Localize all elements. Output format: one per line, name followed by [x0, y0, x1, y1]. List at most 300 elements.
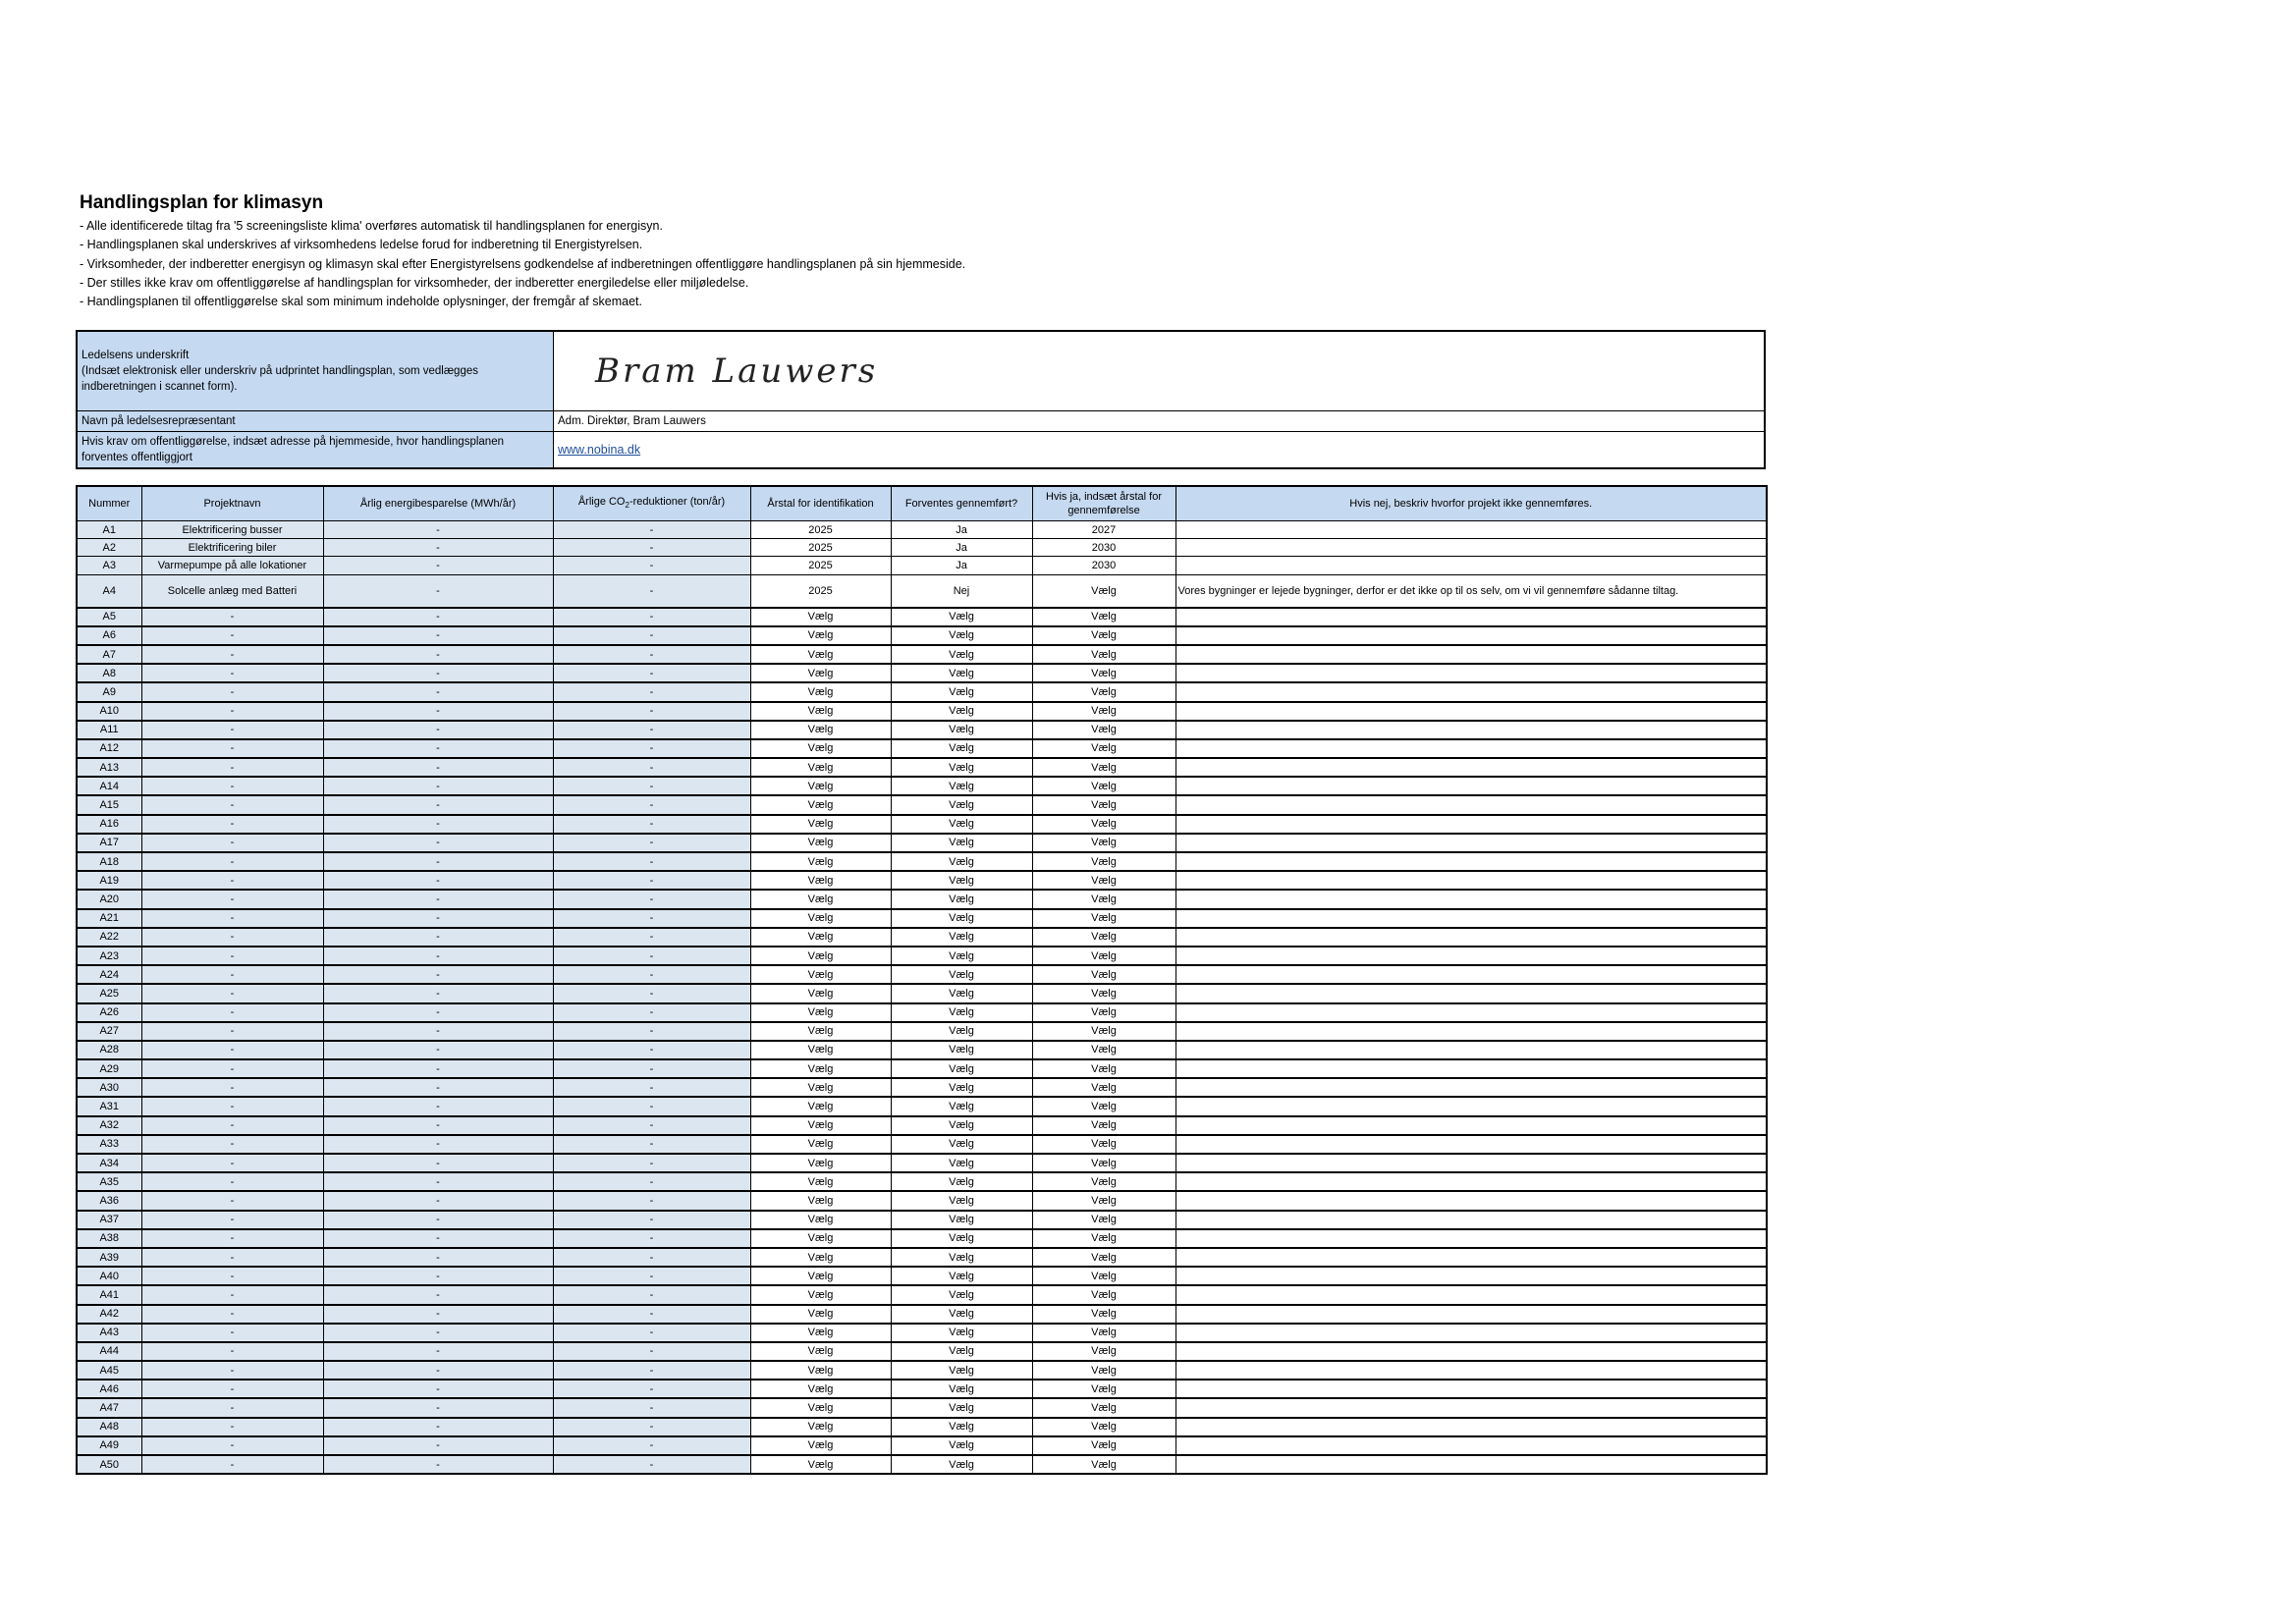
- co2-reduction[interactable]: -: [553, 1097, 750, 1115]
- year-select[interactable]: Vælg: [750, 1229, 891, 1248]
- completion-year-select[interactable]: Vælg: [1032, 1361, 1175, 1380]
- reason-field[interactable]: [1175, 871, 1767, 890]
- co2-reduction[interactable]: -: [553, 815, 750, 834]
- energy-saving[interactable]: -: [323, 739, 553, 758]
- energy-saving[interactable]: -: [323, 1191, 553, 1210]
- project-name[interactable]: -: [141, 1135, 323, 1154]
- reason-field[interactable]: [1175, 1380, 1767, 1398]
- completion-year-select[interactable]: Vælg: [1032, 1097, 1175, 1115]
- completion-year-select[interactable]: Vælg: [1032, 1022, 1175, 1041]
- year-select[interactable]: Vælg: [750, 965, 891, 984]
- completion-year-select[interactable]: 2030: [1032, 539, 1175, 557]
- reason-field[interactable]: [1175, 1059, 1767, 1078]
- energy-saving[interactable]: -: [323, 1324, 553, 1342]
- reason-field[interactable]: [1175, 965, 1767, 984]
- co2-reduction[interactable]: -: [553, 664, 750, 682]
- reason-field[interactable]: [1175, 1154, 1767, 1172]
- completion-year-select[interactable]: Vælg: [1032, 1267, 1175, 1285]
- expected-select[interactable]: Vælg: [891, 815, 1032, 834]
- reason-field[interactable]: [1175, 1267, 1767, 1285]
- co2-reduction[interactable]: -: [553, 626, 750, 645]
- co2-reduction[interactable]: -: [553, 1059, 750, 1078]
- expected-select[interactable]: Vælg: [891, 721, 1032, 739]
- co2-reduction[interactable]: -: [553, 1211, 750, 1229]
- expected-select[interactable]: Vælg: [891, 1229, 1032, 1248]
- energy-saving[interactable]: -: [323, 1211, 553, 1229]
- co2-reduction[interactable]: -: [553, 1324, 750, 1342]
- year-select[interactable]: Vælg: [750, 1022, 891, 1041]
- project-name[interactable]: -: [141, 1022, 323, 1041]
- co2-reduction[interactable]: -: [553, 702, 750, 721]
- co2-reduction[interactable]: -: [553, 608, 750, 626]
- project-name[interactable]: -: [141, 1267, 323, 1285]
- co2-reduction[interactable]: -: [553, 777, 750, 795]
- energy-saving[interactable]: -: [323, 1078, 553, 1097]
- co2-reduction[interactable]: -: [553, 1398, 750, 1417]
- project-name[interactable]: Solcelle anlæg med Batteri: [141, 574, 323, 608]
- project-name[interactable]: -: [141, 1172, 323, 1191]
- year-select[interactable]: Vælg: [750, 1191, 891, 1210]
- year-select[interactable]: Vælg: [750, 1172, 891, 1191]
- energy-saving[interactable]: -: [323, 702, 553, 721]
- energy-saving[interactable]: -: [323, 1418, 553, 1436]
- co2-reduction[interactable]: -: [553, 1154, 750, 1172]
- co2-reduction[interactable]: -: [553, 721, 750, 739]
- reason-field[interactable]: [1175, 834, 1767, 852]
- expected-select[interactable]: Vælg: [891, 1455, 1032, 1474]
- expected-select[interactable]: Vælg: [891, 777, 1032, 795]
- energy-saving[interactable]: -: [323, 1342, 553, 1361]
- year-select[interactable]: Vælg: [750, 682, 891, 701]
- energy-saving[interactable]: -: [323, 1022, 553, 1041]
- completion-year-select[interactable]: Vælg: [1032, 1211, 1175, 1229]
- completion-year-select[interactable]: Vælg: [1032, 758, 1175, 777]
- project-name[interactable]: -: [141, 758, 323, 777]
- co2-reduction[interactable]: -: [553, 1022, 750, 1041]
- completion-year-select[interactable]: Vælg: [1032, 928, 1175, 947]
- year-select[interactable]: Vælg: [750, 1361, 891, 1380]
- project-name[interactable]: -: [141, 1211, 323, 1229]
- co2-reduction[interactable]: -: [553, 947, 750, 965]
- energy-saving[interactable]: -: [323, 777, 553, 795]
- reason-field[interactable]: [1175, 1361, 1767, 1380]
- co2-reduction[interactable]: -: [553, 1078, 750, 1097]
- reason-field[interactable]: [1175, 539, 1767, 557]
- co2-reduction[interactable]: -: [553, 574, 750, 608]
- reason-field[interactable]: [1175, 1191, 1767, 1210]
- year-select[interactable]: Vælg: [750, 871, 891, 890]
- expected-select[interactable]: Ja: [891, 521, 1032, 539]
- year-select[interactable]: Vælg: [750, 1455, 891, 1474]
- energy-saving[interactable]: -: [323, 795, 553, 814]
- co2-reduction[interactable]: -: [553, 890, 750, 908]
- energy-saving[interactable]: -: [323, 521, 553, 539]
- reason-field[interactable]: [1175, 1211, 1767, 1229]
- co2-reduction[interactable]: -: [553, 645, 750, 664]
- reason-field[interactable]: [1175, 626, 1767, 645]
- completion-year-select[interactable]: Vælg: [1032, 626, 1175, 645]
- co2-reduction[interactable]: -: [553, 1172, 750, 1191]
- year-select[interactable]: Vælg: [750, 1418, 891, 1436]
- energy-saving[interactable]: -: [323, 1097, 553, 1115]
- year-select[interactable]: Vælg: [750, 608, 891, 626]
- energy-saving[interactable]: -: [323, 1229, 553, 1248]
- project-name[interactable]: -: [141, 1229, 323, 1248]
- year-select[interactable]: Vælg: [750, 1324, 891, 1342]
- completion-year-select[interactable]: 2027: [1032, 521, 1175, 539]
- co2-reduction[interactable]: -: [553, 1285, 750, 1304]
- expected-select[interactable]: Ja: [891, 539, 1032, 557]
- reason-field[interactable]: Vores bygninger er lejede bygninger, derfor er det ikke op til os selv, om vi vil gennemføre sådanne tiltag.: [1175, 574, 1767, 608]
- expected-select[interactable]: Vælg: [891, 1248, 1032, 1267]
- co2-reduction[interactable]: -: [553, 1135, 750, 1154]
- project-name[interactable]: -: [141, 1436, 323, 1455]
- completion-year-select[interactable]: Vælg: [1032, 702, 1175, 721]
- expected-select[interactable]: Vælg: [891, 1342, 1032, 1361]
- signature-cell[interactable]: [554, 331, 1766, 411]
- year-select[interactable]: 2025: [750, 557, 891, 574]
- expected-select[interactable]: Vælg: [891, 1361, 1032, 1380]
- expected-select[interactable]: Vælg: [891, 1078, 1032, 1097]
- energy-saving[interactable]: -: [323, 1041, 553, 1059]
- year-select[interactable]: Vælg: [750, 739, 891, 758]
- completion-year-select[interactable]: Vælg: [1032, 1305, 1175, 1324]
- energy-saving[interactable]: -: [323, 928, 553, 947]
- reason-field[interactable]: [1175, 984, 1767, 1002]
- year-select[interactable]: 2025: [750, 539, 891, 557]
- reason-field[interactable]: [1175, 890, 1767, 908]
- expected-select[interactable]: Vælg: [891, 1116, 1032, 1135]
- completion-year-select[interactable]: Vælg: [1032, 795, 1175, 814]
- reason-field[interactable]: [1175, 1097, 1767, 1115]
- completion-year-select[interactable]: Vælg: [1032, 664, 1175, 682]
- energy-saving[interactable]: -: [323, 574, 553, 608]
- project-name[interactable]: -: [141, 1342, 323, 1361]
- energy-saving[interactable]: -: [323, 682, 553, 701]
- energy-saving[interactable]: -: [323, 909, 553, 928]
- completion-year-select[interactable]: Vælg: [1032, 1380, 1175, 1398]
- co2-reduction[interactable]: -: [553, 1305, 750, 1324]
- reason-field[interactable]: [1175, 1135, 1767, 1154]
- energy-saving[interactable]: -: [323, 890, 553, 908]
- year-select[interactable]: Vælg: [750, 815, 891, 834]
- reason-field[interactable]: [1175, 702, 1767, 721]
- expected-select[interactable]: Vælg: [891, 1418, 1032, 1436]
- reason-field[interactable]: [1175, 645, 1767, 664]
- co2-reduction[interactable]: -: [553, 1380, 750, 1398]
- year-select[interactable]: Vælg: [750, 1154, 891, 1172]
- co2-reduction[interactable]: -: [553, 1003, 750, 1022]
- project-name[interactable]: -: [141, 795, 323, 814]
- reason-field[interactable]: [1175, 1229, 1767, 1248]
- co2-reduction[interactable]: -: [553, 1455, 750, 1474]
- reason-field[interactable]: [1175, 682, 1767, 701]
- completion-year-select[interactable]: Vælg: [1032, 1229, 1175, 1248]
- co2-reduction[interactable]: -: [553, 1267, 750, 1285]
- year-select[interactable]: Vælg: [750, 1135, 891, 1154]
- completion-year-select[interactable]: Vælg: [1032, 909, 1175, 928]
- reason-field[interactable]: [1175, 1041, 1767, 1059]
- project-name[interactable]: Elektrificering busser: [141, 521, 323, 539]
- reason-field[interactable]: [1175, 1022, 1767, 1041]
- project-name[interactable]: -: [141, 1380, 323, 1398]
- reason-field[interactable]: [1175, 1324, 1767, 1342]
- reason-field[interactable]: [1175, 1436, 1767, 1455]
- completion-year-select[interactable]: Vælg: [1032, 1342, 1175, 1361]
- completion-year-select[interactable]: Vælg: [1032, 1324, 1175, 1342]
- project-name[interactable]: -: [141, 1154, 323, 1172]
- year-select[interactable]: Vælg: [750, 1078, 891, 1097]
- reason-field[interactable]: [1175, 928, 1767, 947]
- year-select[interactable]: Vælg: [750, 1003, 891, 1022]
- expected-select[interactable]: Vælg: [891, 984, 1032, 1002]
- year-select[interactable]: Vælg: [750, 1380, 891, 1398]
- project-name[interactable]: -: [141, 682, 323, 701]
- co2-reduction[interactable]: -: [553, 1116, 750, 1135]
- project-name[interactable]: -: [141, 834, 323, 852]
- year-select[interactable]: Vælg: [750, 1116, 891, 1135]
- reason-field[interactable]: [1175, 608, 1767, 626]
- expected-select[interactable]: Vælg: [891, 1191, 1032, 1210]
- expected-select[interactable]: Vælg: [891, 1324, 1032, 1342]
- completion-year-select[interactable]: Vælg: [1032, 890, 1175, 908]
- completion-year-select[interactable]: Vælg: [1032, 947, 1175, 965]
- completion-year-select[interactable]: Vælg: [1032, 1135, 1175, 1154]
- co2-reduction[interactable]: -: [553, 739, 750, 758]
- completion-year-select[interactable]: Vælg: [1032, 608, 1175, 626]
- completion-year-select[interactable]: Vælg: [1032, 815, 1175, 834]
- expected-select[interactable]: Vælg: [891, 834, 1032, 852]
- reason-field[interactable]: [1175, 1078, 1767, 1097]
- energy-saving[interactable]: -: [323, 984, 553, 1002]
- reason-field[interactable]: [1175, 1418, 1767, 1436]
- reason-field[interactable]: [1175, 1305, 1767, 1324]
- year-select[interactable]: Vælg: [750, 890, 891, 908]
- energy-saving[interactable]: -: [323, 1003, 553, 1022]
- year-select[interactable]: Vælg: [750, 984, 891, 1002]
- energy-saving[interactable]: -: [323, 1436, 553, 1455]
- project-name[interactable]: -: [141, 1041, 323, 1059]
- project-name[interactable]: -: [141, 1059, 323, 1078]
- reason-field[interactable]: [1175, 1398, 1767, 1417]
- project-name[interactable]: -: [141, 1078, 323, 1097]
- year-select[interactable]: Vælg: [750, 1342, 891, 1361]
- name-value[interactable]: Adm. Direktør, Bram Lauwers: [554, 411, 1766, 432]
- completion-year-select[interactable]: Vælg: [1032, 1003, 1175, 1022]
- energy-saving[interactable]: -: [323, 1305, 553, 1324]
- expected-select[interactable]: Vælg: [891, 1022, 1032, 1041]
- reason-field[interactable]: [1175, 1342, 1767, 1361]
- reason-field[interactable]: [1175, 947, 1767, 965]
- co2-reduction[interactable]: -: [553, 539, 750, 557]
- reason-field[interactable]: [1175, 557, 1767, 574]
- year-select[interactable]: Vælg: [750, 1248, 891, 1267]
- year-select[interactable]: Vælg: [750, 947, 891, 965]
- co2-reduction[interactable]: -: [553, 1248, 750, 1267]
- expected-select[interactable]: Nej: [891, 574, 1032, 608]
- reason-field[interactable]: [1175, 909, 1767, 928]
- co2-reduction[interactable]: -: [553, 682, 750, 701]
- expected-select[interactable]: Vælg: [891, 909, 1032, 928]
- expected-select[interactable]: Vælg: [891, 852, 1032, 871]
- completion-year-select[interactable]: Vælg: [1032, 574, 1175, 608]
- expected-select[interactable]: Vælg: [891, 1003, 1032, 1022]
- energy-saving[interactable]: -: [323, 539, 553, 557]
- project-name[interactable]: -: [141, 1097, 323, 1115]
- completion-year-select[interactable]: Vælg: [1032, 1172, 1175, 1191]
- energy-saving[interactable]: -: [323, 834, 553, 852]
- energy-saving[interactable]: -: [323, 1248, 553, 1267]
- project-name[interactable]: -: [141, 815, 323, 834]
- project-name[interactable]: -: [141, 739, 323, 758]
- co2-reduction[interactable]: -: [553, 928, 750, 947]
- energy-saving[interactable]: -: [323, 1059, 553, 1078]
- co2-reduction[interactable]: -: [553, 795, 750, 814]
- completion-year-select[interactable]: Vælg: [1032, 1436, 1175, 1455]
- completion-year-select[interactable]: Vælg: [1032, 1191, 1175, 1210]
- reason-field[interactable]: [1175, 777, 1767, 795]
- project-name[interactable]: -: [141, 852, 323, 871]
- expected-select[interactable]: Vælg: [891, 1305, 1032, 1324]
- project-name[interactable]: -: [141, 1116, 323, 1135]
- energy-saving[interactable]: -: [323, 1398, 553, 1417]
- year-select[interactable]: Vælg: [750, 702, 891, 721]
- website-cell[interactable]: [554, 432, 1766, 469]
- year-select[interactable]: Vælg: [750, 758, 891, 777]
- energy-saving[interactable]: -: [323, 1285, 553, 1304]
- energy-saving[interactable]: -: [323, 721, 553, 739]
- project-name[interactable]: -: [141, 721, 323, 739]
- co2-reduction[interactable]: -: [553, 1342, 750, 1361]
- co2-reduction[interactable]: -: [553, 557, 750, 574]
- co2-reduction[interactable]: -: [553, 1191, 750, 1210]
- completion-year-select[interactable]: Vælg: [1032, 645, 1175, 664]
- expected-select[interactable]: Vælg: [891, 947, 1032, 965]
- completion-year-select[interactable]: Vælg: [1032, 1248, 1175, 1267]
- completion-year-select[interactable]: Vælg: [1032, 1418, 1175, 1436]
- year-select[interactable]: Vælg: [750, 852, 891, 871]
- expected-select[interactable]: Vælg: [891, 702, 1032, 721]
- project-name[interactable]: -: [141, 1418, 323, 1436]
- co2-reduction[interactable]: -: [553, 852, 750, 871]
- reason-field[interactable]: [1175, 739, 1767, 758]
- project-name[interactable]: -: [141, 965, 323, 984]
- expected-select[interactable]: Vælg: [891, 739, 1032, 758]
- project-name[interactable]: -: [141, 909, 323, 928]
- reason-field[interactable]: [1175, 1003, 1767, 1022]
- co2-reduction[interactable]: -: [553, 1229, 750, 1248]
- expected-select[interactable]: Vælg: [891, 1059, 1032, 1078]
- project-name[interactable]: Elektrificering biler: [141, 539, 323, 557]
- expected-select[interactable]: Vælg: [891, 1135, 1032, 1154]
- completion-year-select[interactable]: Vælg: [1032, 984, 1175, 1002]
- expected-select[interactable]: Vælg: [891, 664, 1032, 682]
- energy-saving[interactable]: -: [323, 1267, 553, 1285]
- completion-year-select[interactable]: Vælg: [1032, 1041, 1175, 1059]
- expected-select[interactable]: Vælg: [891, 1436, 1032, 1455]
- year-select[interactable]: Vælg: [750, 1305, 891, 1324]
- expected-select[interactable]: Vælg: [891, 1172, 1032, 1191]
- project-name[interactable]: -: [141, 702, 323, 721]
- completion-year-select[interactable]: Vælg: [1032, 965, 1175, 984]
- completion-year-select[interactable]: Vælg: [1032, 721, 1175, 739]
- reason-field[interactable]: [1175, 758, 1767, 777]
- year-select[interactable]: Vælg: [750, 1059, 891, 1078]
- reason-field[interactable]: [1175, 1248, 1767, 1267]
- project-name[interactable]: -: [141, 1305, 323, 1324]
- expected-select[interactable]: Vælg: [891, 758, 1032, 777]
- project-name[interactable]: -: [141, 1398, 323, 1417]
- project-name[interactable]: Varmepumpe på alle lokationer: [141, 557, 323, 574]
- year-select[interactable]: Vælg: [750, 777, 891, 795]
- project-name[interactable]: -: [141, 890, 323, 908]
- year-select[interactable]: Vælg: [750, 664, 891, 682]
- energy-saving[interactable]: -: [323, 871, 553, 890]
- completion-year-select[interactable]: Vælg: [1032, 1154, 1175, 1172]
- project-name[interactable]: -: [141, 1003, 323, 1022]
- project-name[interactable]: -: [141, 645, 323, 664]
- expected-select[interactable]: Vælg: [891, 1267, 1032, 1285]
- reason-field[interactable]: [1175, 1172, 1767, 1191]
- expected-select[interactable]: Vælg: [891, 682, 1032, 701]
- energy-saving[interactable]: -: [323, 1116, 553, 1135]
- energy-saving[interactable]: -: [323, 1172, 553, 1191]
- year-select[interactable]: Vælg: [750, 1436, 891, 1455]
- expected-select[interactable]: Vælg: [891, 928, 1032, 947]
- year-select[interactable]: Vælg: [750, 928, 891, 947]
- expected-select[interactable]: Vælg: [891, 1380, 1032, 1398]
- completion-year-select[interactable]: Vælg: [1032, 1455, 1175, 1474]
- co2-reduction[interactable]: -: [553, 1361, 750, 1380]
- year-select[interactable]: Vælg: [750, 721, 891, 739]
- year-select[interactable]: Vælg: [750, 626, 891, 645]
- project-name[interactable]: -: [141, 664, 323, 682]
- reason-field[interactable]: [1175, 521, 1767, 539]
- energy-saving[interactable]: -: [323, 664, 553, 682]
- year-select[interactable]: Vælg: [750, 645, 891, 664]
- energy-saving[interactable]: -: [323, 608, 553, 626]
- co2-reduction[interactable]: -: [553, 1041, 750, 1059]
- year-select[interactable]: Vælg: [750, 1267, 891, 1285]
- completion-year-select[interactable]: Vælg: [1032, 871, 1175, 890]
- reason-field[interactable]: [1175, 721, 1767, 739]
- year-select[interactable]: Vælg: [750, 834, 891, 852]
- completion-year-select[interactable]: Vælg: [1032, 1285, 1175, 1304]
- co2-reduction[interactable]: -: [553, 521, 750, 539]
- energy-saving[interactable]: -: [323, 1135, 553, 1154]
- project-name[interactable]: -: [141, 947, 323, 965]
- project-name[interactable]: -: [141, 984, 323, 1002]
- completion-year-select[interactable]: Vælg: [1032, 682, 1175, 701]
- expected-select[interactable]: Vælg: [891, 1041, 1032, 1059]
- project-name[interactable]: -: [141, 871, 323, 890]
- year-select[interactable]: 2025: [750, 521, 891, 539]
- reason-field[interactable]: [1175, 1285, 1767, 1304]
- website-link[interactable]: www.nobina.dk: [558, 443, 641, 457]
- energy-saving[interactable]: -: [323, 947, 553, 965]
- year-select[interactable]: Vælg: [750, 1285, 891, 1304]
- year-select[interactable]: Vælg: [750, 1041, 891, 1059]
- completion-year-select[interactable]: Vælg: [1032, 834, 1175, 852]
- energy-saving[interactable]: -: [323, 1455, 553, 1474]
- co2-reduction[interactable]: -: [553, 834, 750, 852]
- project-name[interactable]: -: [141, 1455, 323, 1474]
- completion-year-select[interactable]: 2030: [1032, 557, 1175, 574]
- project-name[interactable]: -: [141, 1285, 323, 1304]
- completion-year-select[interactable]: Vælg: [1032, 1078, 1175, 1097]
- co2-reduction[interactable]: -: [553, 758, 750, 777]
- expected-select[interactable]: Ja: [891, 557, 1032, 574]
